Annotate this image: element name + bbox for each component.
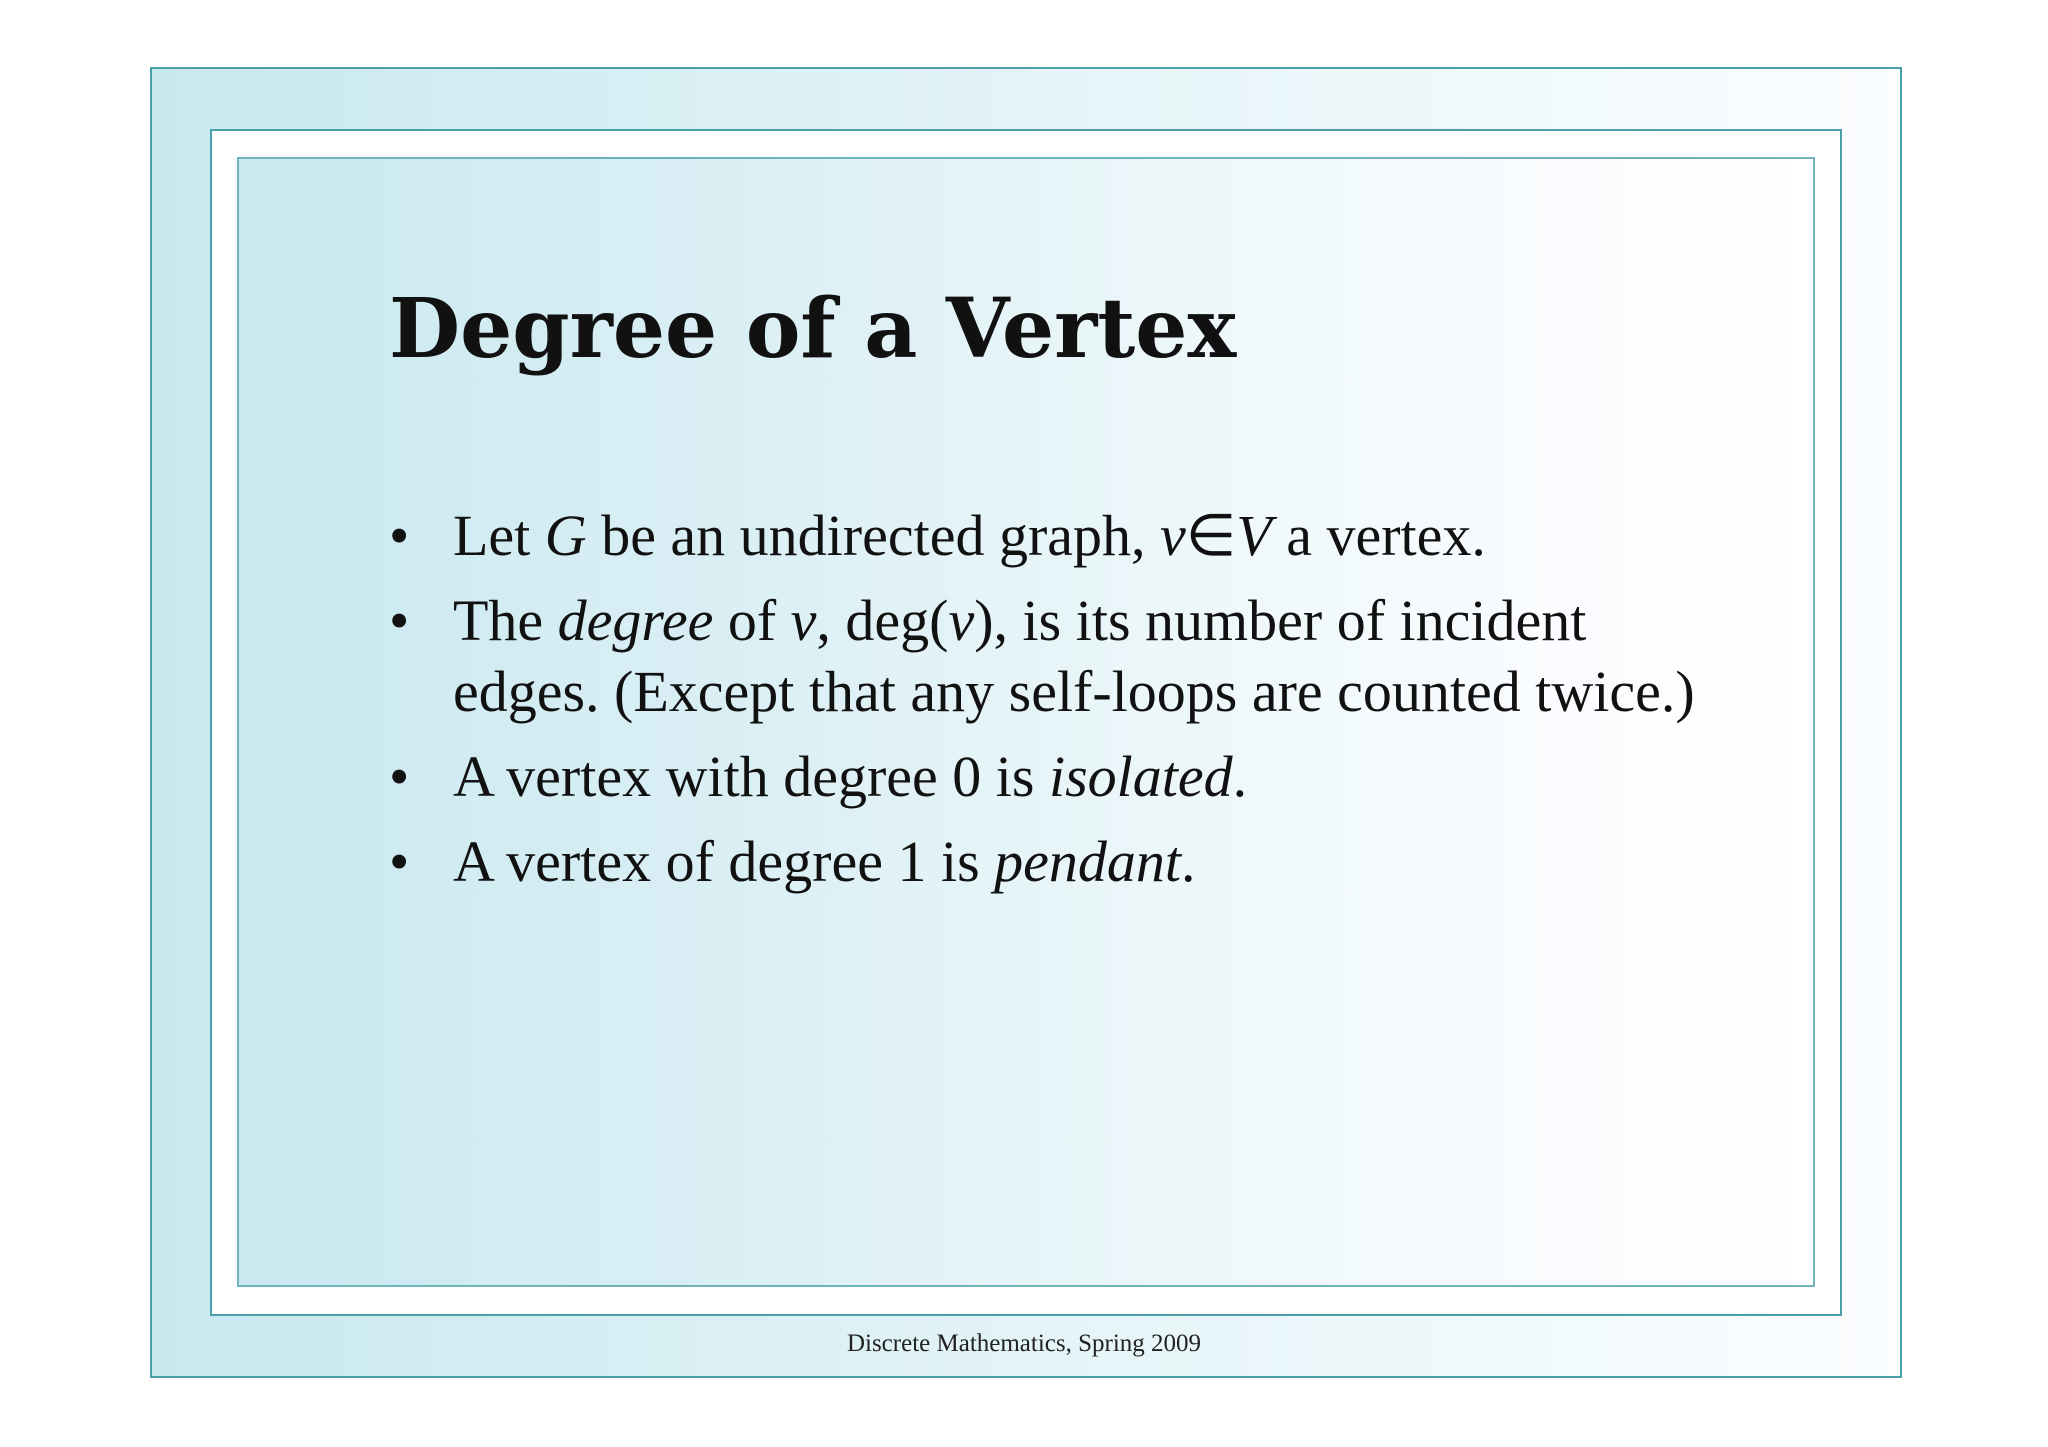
math-var-v: v bbox=[1160, 503, 1186, 568]
text-segment: of bbox=[713, 588, 791, 653]
text-segment: Let bbox=[453, 503, 545, 568]
text-segment: A vertex of degree 1 is bbox=[453, 829, 995, 894]
bullet-item-degree-definition bbox=[389, 585, 1709, 727]
bullet-list bbox=[389, 500, 1709, 911]
bullet-item-isolated bbox=[389, 741, 1709, 812]
text-segment: a vertex. bbox=[1271, 503, 1486, 568]
slide-title: Degree of a Vertex bbox=[389, 281, 1237, 377]
text-segment: The bbox=[453, 588, 558, 653]
math-var-V: V bbox=[1236, 503, 1272, 568]
math-var-v: v bbox=[790, 588, 817, 653]
text-segment: be an undirected graph, bbox=[586, 503, 1161, 568]
math-var-G: G bbox=[544, 503, 587, 568]
term-degree: degree bbox=[557, 588, 714, 653]
math-var-v: v bbox=[948, 588, 975, 653]
text-segment: . bbox=[1181, 829, 1196, 894]
term-pendant: pendant bbox=[994, 829, 1182, 894]
text-segment: . bbox=[1232, 744, 1248, 809]
term-isolated: isolated bbox=[1048, 744, 1233, 809]
slide-footer: Discrete Mathematics, Spring 2009 bbox=[846, 1330, 1202, 1357]
bullet-icon: • bbox=[389, 588, 410, 653]
bullet-icon: • bbox=[389, 829, 410, 894]
element-of-symbol: ∈ bbox=[1185, 503, 1237, 568]
bullet-icon: • bbox=[389, 503, 410, 568]
bullet-item-pendant bbox=[389, 826, 1709, 897]
bullet-item-definition-graph bbox=[389, 500, 1709, 571]
text-segment: , deg( bbox=[816, 588, 949, 653]
text-segment: ), is its number of incident edges. (Except that any self-loops are counted twice.) bbox=[453, 588, 1695, 724]
bullet-icon: • bbox=[389, 744, 410, 809]
text-segment: A vertex with degree 0 is bbox=[453, 744, 1049, 809]
